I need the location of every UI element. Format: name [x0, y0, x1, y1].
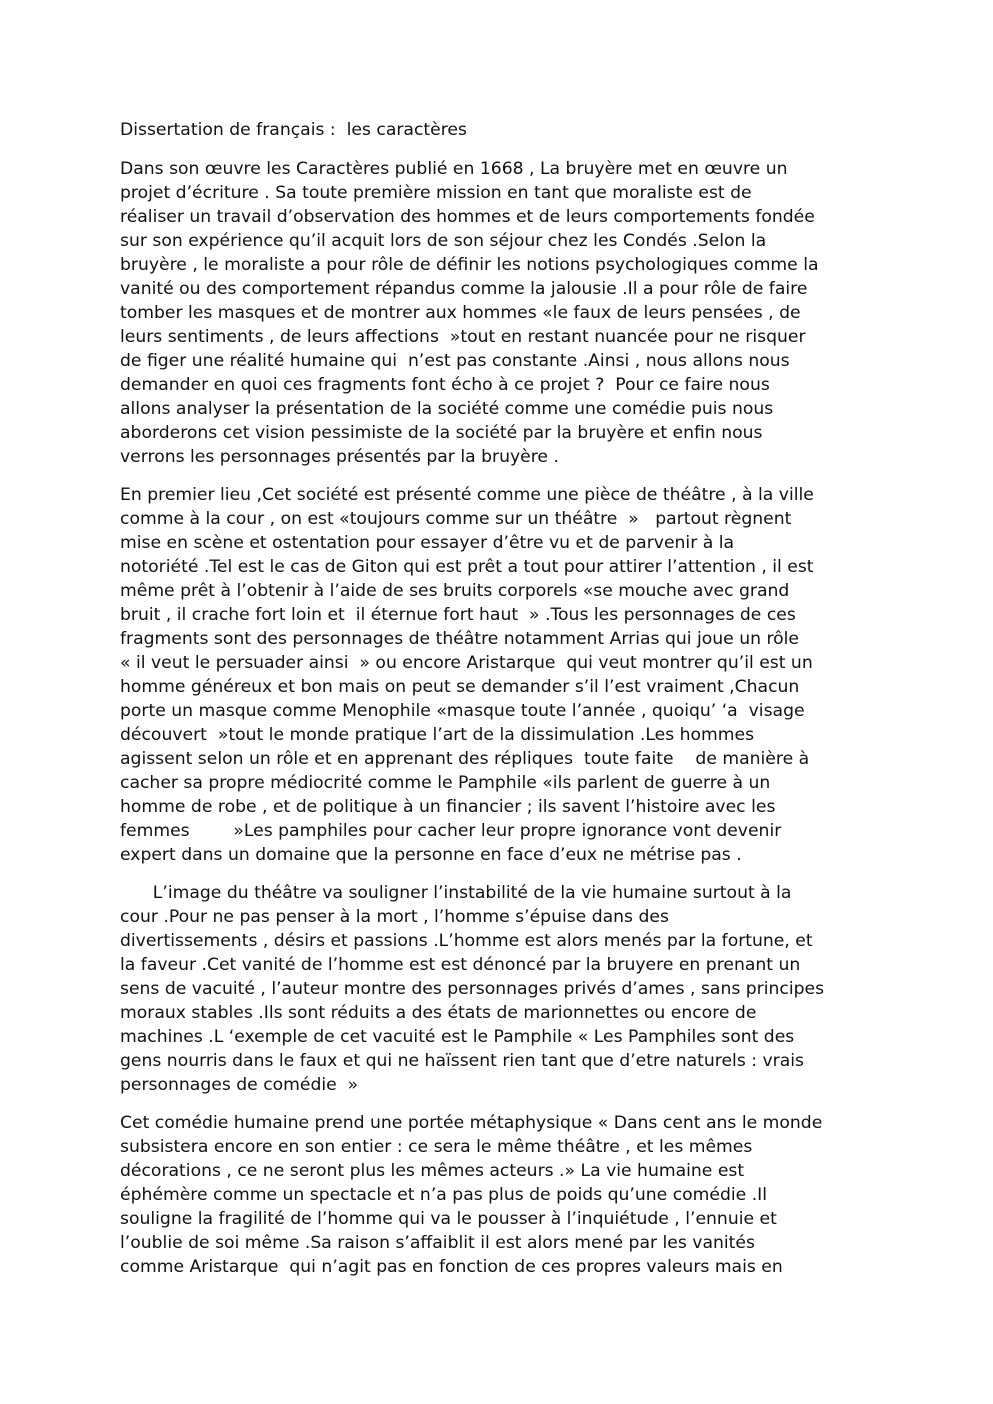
text-line: la faveur .Cet vanité de l’homme est est dénoncé par la bruyere en prenant un — [120, 955, 801, 975]
text-line: même prêt à l’obtenir à l’aide de ses bruits corporels «se mouche avec grand — [120, 581, 790, 601]
text-line: homme généreux et bon mais on peut se demander s’il l’est vraiment ,Chacun — [120, 677, 800, 697]
text-line: comme Aristarque qui n’agit pas en fonction de ces propres valeurs mais en — [120, 1257, 783, 1277]
text-line: découvert »tout le monde pratique l’art de la dissimulation .Les hommes — [120, 725, 755, 745]
paragraph — [120, 881, 880, 1097]
paragraph — [120, 157, 880, 469]
text-line: de figer une réalité humaine qui n’est pas constante .Ainsi , nous allons nous — [120, 351, 790, 371]
text-line: comme à la cour , on est «toujours comme sur un théâtre » partout règnent — [120, 509, 792, 529]
text-line: aborderons cet vision pessimiste de la société par la bruyère et enfin nous — [120, 423, 763, 443]
document-title: Dissertation de français : les caractères — [120, 120, 467, 140]
text-line: L’image du théâtre va souligner l’instabilité de la vie humaine surtout à la — [120, 883, 792, 903]
text-line: Dans son œuvre les Caractères publié en 1668 , La bruyère met en œuvre un — [120, 159, 788, 179]
text-line: vanité ou des comportement répandus comme la jalousie .Il a pour rôle de faire — [120, 279, 808, 299]
paragraph — [120, 483, 880, 867]
document-body — [120, 157, 880, 1279]
text-line: éphémère comme un spectacle et n’a pas plus de poids qu’une comédie .Il — [120, 1185, 768, 1205]
text-line: subsistera encore en son entier : ce sera le même théâtre , et les mêmes — [120, 1137, 753, 1157]
text-line: projet d’écriture . Sa toute première mission en tant que moraliste est de — [120, 183, 752, 203]
text-line: Cet comédie humaine prend une portée métaphysique « Dans cent ans le monde — [120, 1113, 823, 1133]
text-line: sens de vacuité , l’auteur montre des personnages privés d’ames , sans principes — [120, 979, 825, 999]
text-line: machines .L ‘exemple de cet vacuité est le Pamphile « Les Pamphiles sont des — [120, 1027, 795, 1047]
document-page — [120, 118, 880, 1293]
text-line: homme de robe , et de politique à un financier ; ils savent l’histoire avec les — [120, 797, 776, 817]
text-line: notoriété .Tel est le cas de Giton qui est prêt a tout pour attirer l’attention , il est — [120, 557, 814, 577]
text-line: personnages de comédie » — [120, 1075, 359, 1095]
text-line: femmes »Les pamphiles pour cacher leur propre ignorance vont devenir — [120, 821, 782, 841]
text-line: gens nourris dans le faux et qui ne haïssent rien tant que d’etre naturels : vrais — [120, 1051, 804, 1071]
text-line: décorations , ce ne seront plus les mêmes acteurs .» La vie humaine est — [120, 1161, 745, 1181]
text-line: demander en quoi ces fragments font écho à ce projet ? Pour ce faire nous — [120, 375, 770, 395]
text-line: allons analyser la présentation de la société comme une comédie puis nous — [120, 399, 774, 419]
text-line: tomber les masques et de montrer aux hommes «le faux de leurs pensées , de — [120, 303, 801, 323]
text-line: expert dans un domaine que la personne en face d’eux ne métrise pas . — [120, 845, 742, 865]
paragraph — [120, 1111, 880, 1279]
text-line: agissent selon un rôle et en apprenant des répliques toute faite de manière à — [120, 749, 810, 769]
text-line: verrons les personnages présentés par la bruyère . — [120, 447, 559, 467]
text-line: l’oublie de soi même .Sa raison s’affaiblit il est alors mené par les vanités — [120, 1233, 755, 1253]
text-line: « il veut le persuader ainsi » ou encore Aristarque qui veut montrer qu’il est un — [120, 653, 813, 673]
text-line: porte un masque comme Menophile «masque toute l’année , quoiqu’ ‘a visage — [120, 701, 805, 721]
text-line: cour .Pour ne pas penser à la mort , l’homme s’épuise dans des — [120, 907, 669, 927]
text-line: moraux stables .Ils sont réduits a des états de marionnettes ou encore de — [120, 1003, 757, 1023]
text-line: mise en scène et ostentation pour essayer d’être vu et de parvenir à la — [120, 533, 735, 553]
text-line: En premier lieu ,Cet société est présenté comme une pièce de théâtre , à la ville — [120, 485, 814, 505]
text-line: sur son expérience qu’il acquit lors de son séjour chez les Condés .Selon la — [120, 231, 767, 251]
text-line: leurs sentiments , de leurs affections »tout en restant nuancée pour ne risquer — [120, 327, 806, 347]
text-line: bruyère , le moraliste a pour rôle de définir les notions psychologiques comme la — [120, 255, 819, 275]
text-line: fragments sont des personnages de théâtre notamment Arrias qui joue un rôle — [120, 629, 800, 649]
text-line: cacher sa propre médiocrité comme le Pamphile «ils parlent de guerre à un — [120, 773, 771, 793]
text-line: divertissements , désirs et passions .L’homme est alors menés par la fortune, et — [120, 931, 813, 951]
text-line: souligne la fragilité de l’homme qui va le pousser à l’inquiétude , l’ennuie et — [120, 1209, 777, 1229]
text-line: bruit , il crache fort loin et il éternue fort haut » .Tous les personnages de ces — [120, 605, 796, 625]
text-line: réaliser un travail d’observation des hommes et de leurs comportements fondée — [120, 207, 815, 227]
